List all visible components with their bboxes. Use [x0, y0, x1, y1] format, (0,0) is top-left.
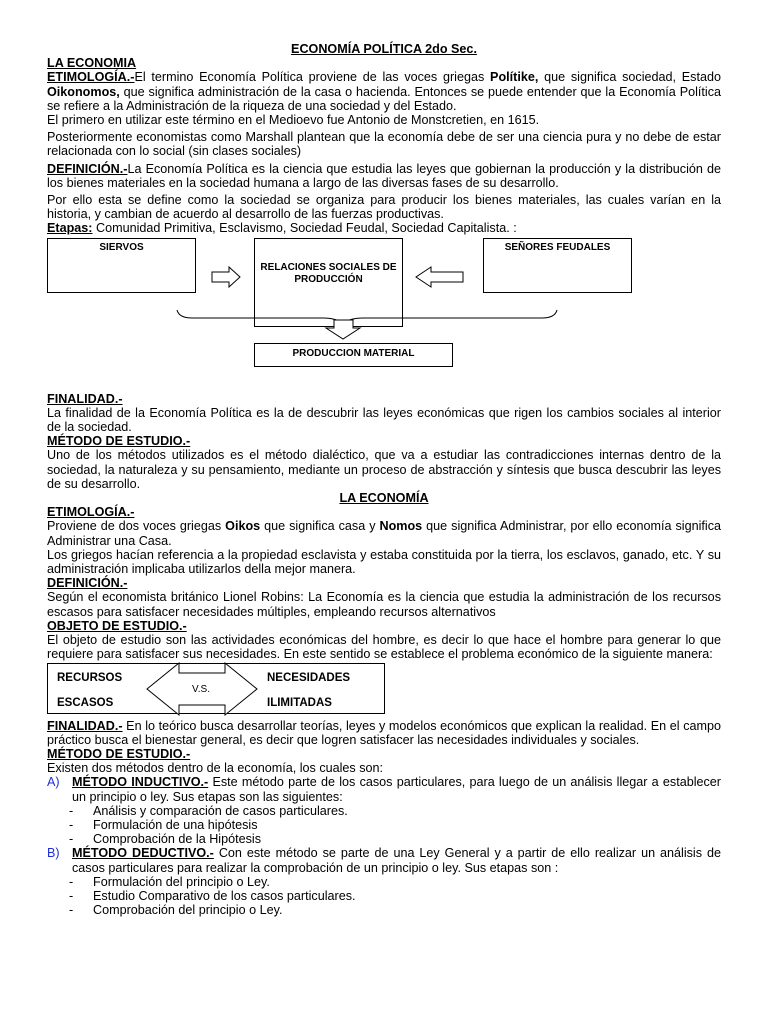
list-item: [47, 903, 721, 917]
diagram-arrows: [47, 236, 721, 392]
brace-icon: [177, 310, 557, 324]
vs-label: V.S.: [192, 683, 210, 695]
etimologia-paragraph: [47, 70, 721, 113]
necesidades-label: NECESIDADES: [267, 671, 351, 684]
dash-marker: -: [69, 888, 74, 903]
bold-term: Oikonomos,: [47, 84, 120, 99]
produccion-material-box: PRODUCCION MATERIAL: [254, 343, 453, 367]
section-heading-la-economia: LA ECONOMIA: [47, 56, 137, 71]
text-run: Formulación del principio o Ley.: [93, 874, 270, 889]
text-run: que significa administración de la casa o hacienda. Entonces se puede entender que la Economía Política se refiere a la Administración de la riqueza de una sociedad y del Estado.: [47, 84, 721, 113]
text-run: Comprobación del principio o Ley.: [93, 903, 283, 918]
text-run: Formulación de una hipótesis: [93, 817, 258, 832]
down-arrow-icon: [326, 320, 360, 339]
deductivo-label: MÉTODO DEDUCTIVO.-: [72, 846, 214, 861]
dash-marker: -: [69, 874, 74, 889]
definicion-label-2: DEFINICIÓN.-: [47, 576, 128, 591]
text-run: El termino Economía Política proviene de las voces griegas: [134, 70, 491, 85]
text-run: Análisis y comparación de casos particulares.: [93, 803, 348, 818]
por-ello-paragraph: Por ello esta se define como la sociedad se organiza para producir los bienes materiales, las cuales varían en la historia, y cambian de acuerdo al desarrollo de las fuerzas productivas.: [47, 193, 721, 222]
definicion-label: DEFINICIÓN.-: [47, 161, 128, 176]
document-title: ECONOMÍA POLÍTICA 2do Sec.: [291, 42, 477, 56]
finalidad-label-2: FINALIDAD.-: [47, 718, 123, 733]
text-run: Comprobación de la Hipótesis: [93, 832, 262, 847]
first-use-paragraph: El primero en utilizar este término en el Medioevo fue Antonio de Monstcretien, en 1615.: [47, 113, 540, 128]
etimologia-paragraph-2: [47, 519, 721, 547]
etimologia-label-2: ETIMOLOGÍA.-: [47, 505, 135, 520]
ilimitadas-label: ILIMITADAS: [267, 696, 332, 709]
double-arrow-graphic: [47, 662, 721, 719]
etimologia-label: ETIMOLOGÍA.-: [47, 70, 135, 85]
inductivo-steps: [47, 804, 721, 847]
dash-marker: -: [69, 817, 74, 832]
text-run: La Economía Política es la ciencia que estudia las leyes que gobiernan la producción y la distribución de los bienes materiales en la sociedad humana a largo de las diversas fases de su desarrollo.: [47, 161, 721, 190]
senores-feudales-box: SEÑORES FEUDALES: [483, 238, 632, 293]
finalidad-paragraph: La finalidad de la Economía Política es la de descubrir las leyes económicas que rigen los cambios sociales al interior de la sociedad.: [47, 405, 721, 435]
griegos-paragraph: Los griegos hacían referencia a la propiedad esclavista y estaba constituida por la tierra, los esclavos, ganado, etc. Y su administración implicaba utilizarlos della mejor manera.: [47, 547, 721, 577]
problema-economico-diagram: [47, 662, 721, 719]
list-item: [47, 818, 721, 832]
dash-marker: -: [69, 803, 74, 818]
text-run: Estudio Comparativo de los casos particulares.: [93, 888, 356, 903]
methods-list: [47, 775, 721, 803]
etapas-paragraph: [47, 221, 721, 235]
siervos-box: SIERVOS: [47, 238, 196, 293]
recursos-label: RECURSOS: [57, 671, 123, 684]
bold-term: Nomos: [379, 519, 423, 534]
list-item: [47, 875, 721, 889]
finalidad-paragraph-2: [47, 719, 721, 747]
method-deductivo: [47, 846, 721, 874]
marshall-paragraph: Posteriormente economistas como Marshall plantean que la economía debe de ser una ciencia pura y no debe de estar relacionada con lo social (sin clases sociales): [47, 130, 721, 159]
text-run: que significa Administrar, por ello economía significa Administrar una Casa.: [47, 519, 722, 548]
list-item: [47, 804, 721, 818]
text-run: Comunidad Primitiva, Esclavismo, Sociedad Feudal, Sociedad Capitalista. :: [92, 221, 517, 236]
dash-marker: -: [69, 903, 74, 918]
document-page: [47, 42, 721, 917]
metodo-label-2: MÉTODO DE ESTUDIO.-: [47, 746, 191, 761]
metodo-label: MÉTODO DE ESTUDIO.-: [47, 434, 191, 449]
metodo-paragraph: Uno de los métodos utilizados es el método dialéctico, que va a estudiar las contradicciones internas dentro de la sociedad, la naturaleza y su pensamiento, mediante un proceso de abstracción y síntesis que busca descubrir las leyes de su desarrollo.: [47, 448, 721, 491]
finalidad-label: FINALIDAD.-: [47, 391, 123, 406]
list-marker-b: B): [47, 846, 60, 861]
objeto-paragraph: El objeto de estudio son las actividades económicas del hombre, es decir lo que hace el hombre para generar lo que requiere para satisfacer sus necesidades. En este sentido se establece el problema económico de la siguiente manera:: [47, 633, 721, 662]
text-run: que significa sociedad, Estado: [538, 70, 721, 85]
text-run: Este método parte de los casos particulares, para luego de un análisis llegar a establecer un principio o ley. Sus etapas son las siguientes:: [72, 775, 722, 804]
list-marker-a: A): [47, 775, 60, 790]
bold-term: Polítike,: [490, 70, 539, 85]
escasos-label: ESCASOS: [57, 696, 114, 709]
text-run: Con este método se parte de una Ley General y a partir de ello realizar un análisis de casos particulares para realizar la comprobación de un principio o ley. Sus etapas son :: [72, 846, 721, 875]
left-arrow-icon: [416, 267, 463, 287]
relaciones-box: RELACIONES SOCIALES DE PRODUCCIÓN: [254, 238, 403, 327]
metodo-paragraph-2: Existen dos métodos dentro de la economía, los cuales son:: [47, 761, 384, 776]
objeto-label: OBJETO DE ESTUDIO.-: [47, 618, 187, 633]
deductivo-steps: [47, 875, 721, 918]
inductivo-label: MÉTODO INDUCTIVO.-: [72, 775, 209, 790]
methods-list-b: [47, 846, 721, 874]
definicion-paragraph-2: Según el economista británico Lionel Robins: La Economía es la ciencia que estudia la administración de los recursos escasos para satisfacer necesidades múltiples, empleando recursos alternativos: [47, 590, 721, 619]
text-run: Proviene de dos voces griegas: [47, 519, 226, 534]
etapas-label: Etapas:: [47, 221, 93, 236]
list-item: [47, 832, 721, 846]
method-inductivo: [47, 775, 721, 803]
right-arrow-icon: [212, 267, 240, 287]
dash-marker: -: [69, 832, 74, 847]
list-item: [47, 889, 721, 903]
text-run: que significa casa y: [260, 519, 380, 534]
definicion-paragraph: [47, 162, 721, 190]
bold-term: Oikos: [225, 519, 261, 534]
text-run: En lo teórico busca desarrollar teorías, leyes y modelos económicos que explican la realidad. En el campo práctico busca el bienestar general, es decir que logren satisfacer las necesidades individuales y sociales.: [47, 718, 721, 747]
relaciones-diagram: [47, 236, 721, 392]
section-heading-la-economia-2: LA ECONOMÍA: [339, 491, 429, 506]
